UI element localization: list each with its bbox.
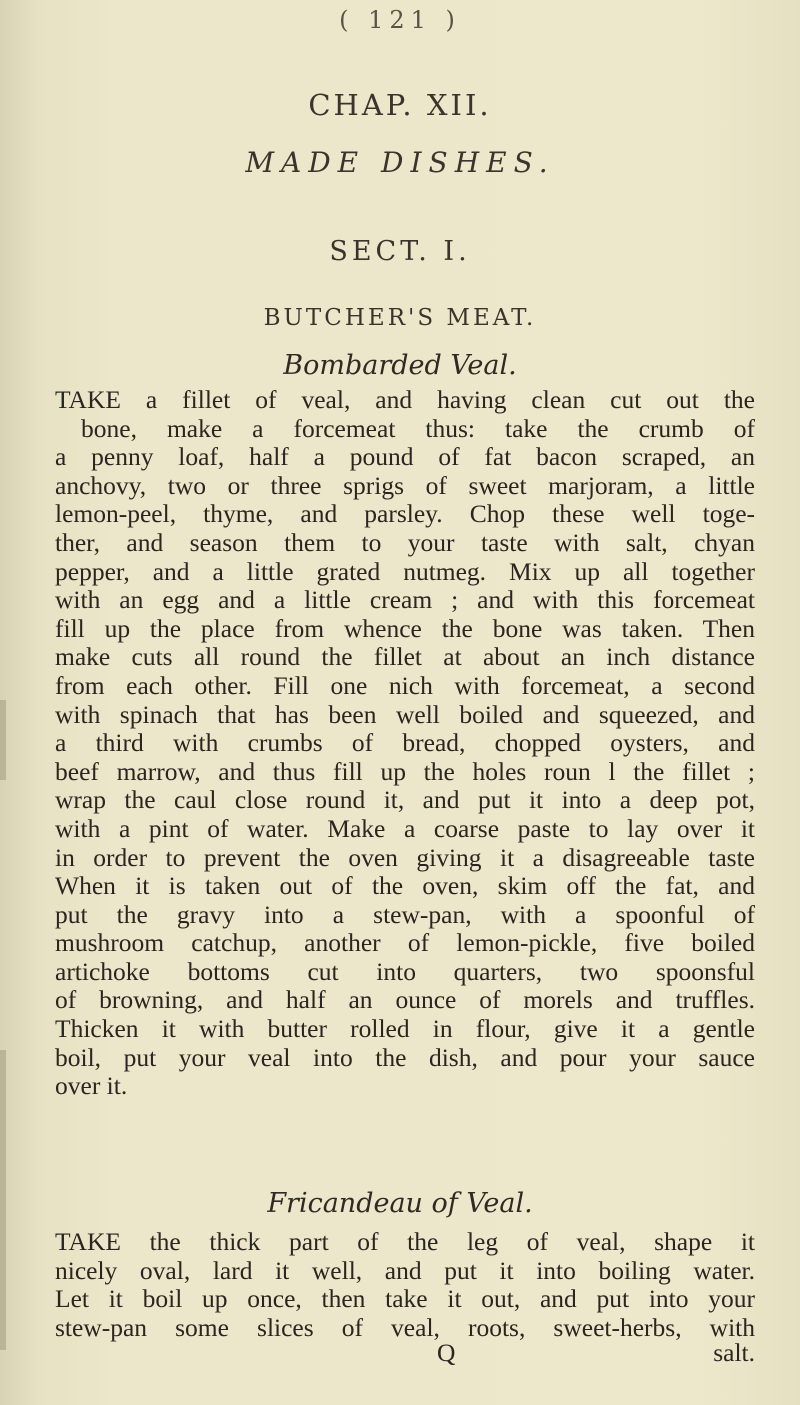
text-line: wrap the caul close round it, and put it into a deep pot,	[55, 785, 755, 815]
text-line: of browning, and half an ounce of morels and truffles.	[55, 985, 755, 1015]
chapter-title: MADE DISHES.	[245, 146, 555, 179]
text-line: anchovy, two or three sprigs of sweet marjoram, a little	[55, 470, 755, 500]
text-line: a penny loaf, half a pound of fat bacon scraped, an	[55, 442, 755, 472]
text-line: ther, and season them to your taste with salt, chyan	[55, 527, 755, 557]
catchword: salt.	[713, 1338, 755, 1367]
text-line: put the gravy into a stew-pan, with a spoonful of	[55, 899, 755, 929]
text-line: Thicken it with butter rolled in flour, give it a gentle	[55, 1014, 755, 1044]
text-line: pepper, and a little grated nutmeg. Mix up all together	[55, 556, 755, 586]
text-line: TAKE the thick part of the leg of veal, shape it	[55, 1227, 755, 1256]
text-line: from each other. Fill one nich with forcemeat, a second	[55, 670, 755, 700]
chapter-heading: CHAP. XII.	[308, 88, 492, 122]
signature-mark: Q	[437, 1338, 456, 1367]
text-line: TAKE a fillet of veal, and having clean cut out the	[55, 385, 755, 414]
text-line: stew-pan some slices of veal, roots, sweet-herbs, with	[55, 1312, 755, 1342]
text-line: mushroom catchup, another of lemon-pickle, five boiled	[55, 928, 755, 958]
text-line: over it.	[55, 1071, 128, 1101]
recipe-body	[55, 1228, 755, 1342]
text-line: with a pint of water. Make a coarse paste to lay over it	[55, 813, 755, 843]
text-line: beef marrow, and thus fill up the holes roun l the fillet ;	[55, 756, 755, 786]
text-line: lemon-peel, thyme, and parsley. Chop these well toge-	[55, 499, 755, 529]
text-line: When it is taken out of the oven, skim off the fat, and	[55, 871, 755, 901]
text-line: Let it boil up once, then take it out, and put into your	[55, 1284, 755, 1314]
text-line: with an egg and a little cream ; and with this forcemeat	[55, 585, 755, 615]
recipe-body	[55, 386, 755, 1101]
page-edge-shadow	[0, 700, 6, 780]
text-line: with spinach that has been well boiled and squeezed, and	[55, 699, 755, 729]
recipe-title: Bombarded Veal.	[283, 350, 517, 381]
section-heading: SECT. I.	[329, 236, 471, 267]
section-title: BUTCHER'S MEAT.	[263, 305, 537, 331]
text-line: nicely oval, lard it well, and put it into boiling water.	[55, 1255, 755, 1285]
text-line: boil, put your veal into the dish, and pour your sauce	[55, 1042, 755, 1072]
text-line: make cuts all round the fillet at about an inch distance	[55, 642, 755, 672]
text-line: a third with crumbs of bread, chopped oysters, and	[55, 728, 755, 758]
text-line: artichoke bottoms cut into quarters, two spoonsful	[55, 956, 755, 986]
page-number: ( 121 )	[339, 6, 461, 34]
text-line: fill up the place from whence the bone was taken. Then	[55, 613, 755, 643]
text-line: in order to prevent the oven giving it a disagreeable taste	[55, 842, 755, 872]
text-line: bone, make a forcemeat thus: take the crumb of	[81, 413, 755, 443]
recipe-title: Fricandeau of Veal.	[267, 1188, 533, 1219]
